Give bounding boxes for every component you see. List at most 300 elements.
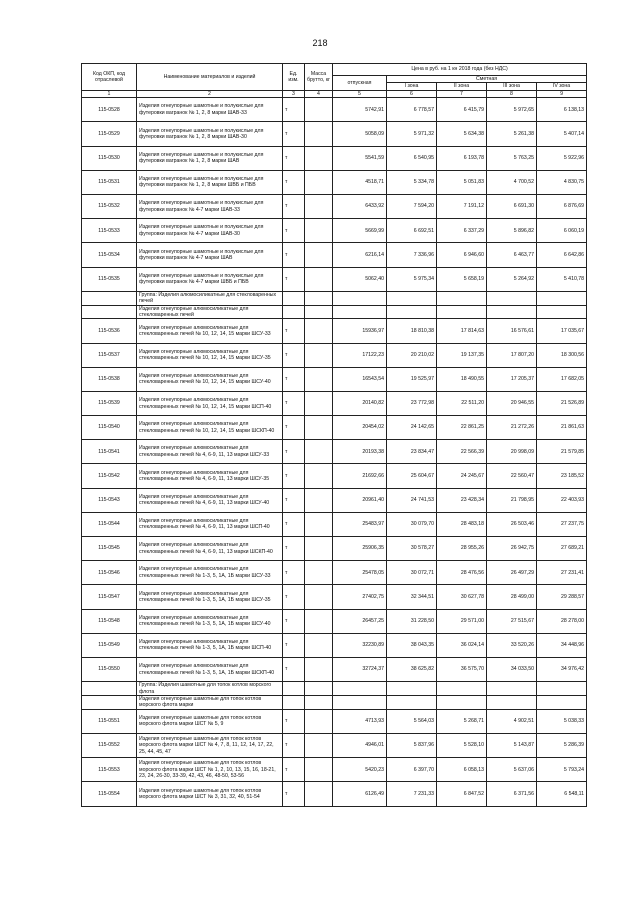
- table-row: [82, 194, 587, 218]
- zone2-price-cell: 6 058,13: [437, 758, 487, 782]
- zone4-price-cell: 5 410,78: [537, 267, 587, 291]
- zone4-price-cell: 34 448,96: [537, 633, 587, 657]
- mass-cell: [305, 219, 333, 243]
- table-row: [82, 122, 587, 146]
- unit-cell: т: [283, 343, 305, 367]
- col-number: 6: [387, 90, 437, 97]
- release-price-cell: 32230,89: [333, 633, 387, 657]
- header-estimate: Сметная: [387, 76, 587, 83]
- zone4-price-cell: 6 138,13: [537, 98, 587, 122]
- table-row: [82, 709, 587, 733]
- zone1-price-cell: 7 231,33: [387, 782, 437, 806]
- col-number: 3: [283, 90, 305, 97]
- zone2-price-cell: 28 955,26: [437, 537, 487, 561]
- zone4-price-cell: 5 286,39: [537, 733, 587, 757]
- material-name-cell: Изделия огнеупорные алюмосиликатные для стекловаренных печей № 4, 6-9, 11, 13 марки ШСУ-40: [137, 488, 283, 512]
- table-row: [82, 537, 587, 561]
- zone1-price-cell: 20 210,02: [387, 343, 437, 367]
- zone1-price-cell: 24 741,53: [387, 488, 437, 512]
- release-price-cell: 27402,75: [333, 585, 387, 609]
- unit-cell: т: [283, 194, 305, 218]
- mass-cell: [305, 758, 333, 782]
- unit-cell: т: [283, 609, 305, 633]
- zone3-price-cell: 16 576,61: [487, 319, 537, 343]
- okp-code-cell: 115-0547: [82, 585, 137, 609]
- zone4-price-cell: 17 035,67: [537, 319, 587, 343]
- material-name-cell: Изделия огнеупорные шамотные и полукислые для футеровки вагранок № 1, 2, 8 марки ШАВ: [137, 146, 283, 170]
- mass-cell: [305, 585, 333, 609]
- mass-cell: [305, 512, 333, 536]
- table-row: [82, 219, 587, 243]
- zone1-price-cell: 19 525,97: [387, 367, 437, 391]
- zone3-price-cell: 4 700,52: [487, 170, 537, 194]
- okp-code-cell: 115-0528: [82, 98, 137, 122]
- group-row: [82, 291, 587, 305]
- zone4-price-cell: 5 038,33: [537, 709, 587, 733]
- empty-cell: [305, 305, 333, 319]
- zone3-price-cell: 21 272,26: [487, 416, 537, 440]
- unit-cell: т: [283, 219, 305, 243]
- zone1-price-cell: 38 625,82: [387, 657, 437, 681]
- zone4-price-cell: 27 689,21: [537, 537, 587, 561]
- okp-code-cell: 115-0545: [82, 537, 137, 561]
- zone4-price-cell: 6 548,11: [537, 782, 587, 806]
- header-unit: Ед. изм.: [283, 64, 305, 91]
- table-row: [82, 758, 587, 782]
- zone2-price-cell: 7 191,12: [437, 194, 487, 218]
- material-name-cell: Изделия огнеупорные алюмосиликатные для стекловаренных печей № 4, 6-9, 11, 13 марки ШСП-40: [137, 512, 283, 536]
- header-release: отпускная: [333, 76, 387, 91]
- mass-cell: [305, 609, 333, 633]
- table-row: [82, 170, 587, 194]
- mass-cell: [305, 657, 333, 681]
- zone3-price-cell: 5 896,82: [487, 219, 537, 243]
- okp-code-cell: 115-0536: [82, 319, 137, 343]
- table-row: [82, 391, 587, 415]
- mass-cell: [305, 194, 333, 218]
- mass-cell: [305, 146, 333, 170]
- unit-cell: т: [283, 537, 305, 561]
- col-number: 2: [137, 90, 283, 97]
- group-title: Группа: Изделия алюмосиликатные для стекловаренных печей: [137, 291, 283, 305]
- zone2-price-cell: 6 193,78: [437, 146, 487, 170]
- unit-cell: т: [283, 512, 305, 536]
- okp-code-cell: 115-0549: [82, 633, 137, 657]
- zone2-price-cell: 19 137,35: [437, 343, 487, 367]
- mass-cell: [305, 367, 333, 391]
- header-name: Наименование материалов и изделий: [137, 64, 283, 91]
- header-zone2: II зона: [437, 83, 487, 90]
- unit-cell: т: [283, 243, 305, 267]
- zone2-price-cell: 29 571,00: [437, 609, 487, 633]
- material-name-cell: Изделия огнеупорные алюмосиликатные для стекловаренных печей № 1-3, 5, 1А, 1Б марки ШСП-40: [137, 633, 283, 657]
- zone4-price-cell: 17 682,05: [537, 367, 587, 391]
- material-name-cell: Изделия огнеупорные алюмосиликатные для стекловаренных печей № 10, 12, 14, 15 марки ШСУ-35: [137, 343, 283, 367]
- zone3-price-cell: 5 637,06: [487, 758, 537, 782]
- zone3-price-cell: 26 942,75: [487, 537, 537, 561]
- release-price-cell: 25483,97: [333, 512, 387, 536]
- zone1-price-cell: 5 837,96: [387, 733, 437, 757]
- okp-code-cell: 115-0531: [82, 170, 137, 194]
- zone1-price-cell: 23 834,47: [387, 440, 437, 464]
- zone2-price-cell: 24 245,67: [437, 464, 487, 488]
- zone4-price-cell: 21 526,89: [537, 391, 587, 415]
- zone2-price-cell: 6 415,79: [437, 98, 487, 122]
- table-row: [82, 633, 587, 657]
- zone3-price-cell: 5 261,38: [487, 122, 537, 146]
- table-row: [82, 319, 587, 343]
- zone1-price-cell: 6 778,57: [387, 98, 437, 122]
- zone1-price-cell: 31 228,50: [387, 609, 437, 633]
- table-row: [82, 416, 587, 440]
- unit-cell: т: [283, 657, 305, 681]
- col-number: 8: [487, 90, 537, 97]
- zone1-price-cell: 30 578,27: [387, 537, 437, 561]
- zone3-price-cell: 4 902,51: [487, 709, 537, 733]
- mass-cell: [305, 782, 333, 806]
- okp-code-cell: 115-0544: [82, 512, 137, 536]
- header-mass: Масса брутто, кг: [305, 64, 333, 91]
- zone3-price-cell: 5 972,65: [487, 98, 537, 122]
- table-row: [82, 440, 587, 464]
- okp-code-cell: 115-0542: [82, 464, 137, 488]
- zone4-price-cell: 23 185,52: [537, 464, 587, 488]
- zone4-price-cell: 34 976,42: [537, 657, 587, 681]
- zone2-price-cell: 28 476,56: [437, 561, 487, 585]
- table-row: [82, 98, 587, 122]
- zone2-price-cell: 6 946,60: [437, 243, 487, 267]
- okp-code-cell: [82, 695, 137, 709]
- unit-cell: т: [283, 758, 305, 782]
- zone2-price-cell: 36 575,70: [437, 657, 487, 681]
- okp-code-cell: 115-0546: [82, 561, 137, 585]
- material-name-cell: Изделия огнеупорные алюмосиликатные для стекловаренных печей № 10, 12, 14, 15 марки ШСКП-40: [137, 416, 283, 440]
- material-name-cell: Изделия огнеупорные шамотные и полукислые для футеровки вагранок № 4-7 марки ШАВ: [137, 243, 283, 267]
- release-price-cell: 26457,25: [333, 609, 387, 633]
- mass-cell: [305, 440, 333, 464]
- zone3-price-cell: 6 463,77: [487, 243, 537, 267]
- unit-cell: т: [283, 488, 305, 512]
- unit-cell: т: [283, 782, 305, 806]
- okp-code-cell: 115-0543: [82, 488, 137, 512]
- okp-code-cell: 115-0535: [82, 267, 137, 291]
- material-name-cell: Изделия огнеупорные шамотные и полукислые для футеровки вагранок № 1, 2, 8 марки ШАВ-33: [137, 98, 283, 122]
- col-number: 7: [437, 90, 487, 97]
- release-price-cell: 20454,02: [333, 416, 387, 440]
- group-title: Группа: Изделия шамотные для топок котлов морского флота: [137, 682, 283, 696]
- table-row: [82, 488, 587, 512]
- table-row: [82, 343, 587, 367]
- material-name-cell: Изделия огнеупорные алюмосиликатные для стекловаренных печей № 1-3, 5, 1А, 1Б марки ШСКП-40: [137, 657, 283, 681]
- empty-cell: [487, 305, 537, 319]
- release-price-cell: 6216,14: [333, 243, 387, 267]
- unit-cell: т: [283, 170, 305, 194]
- release-price-cell: 5541,59: [333, 146, 387, 170]
- unit-cell: т: [283, 391, 305, 415]
- zone3-price-cell: 22 560,47: [487, 464, 537, 488]
- zone2-price-cell: 17 814,63: [437, 319, 487, 343]
- zone4-price-cell: 6 876,69: [537, 194, 587, 218]
- release-price-cell: 16543,54: [333, 367, 387, 391]
- release-price-cell: 5058,09: [333, 122, 387, 146]
- zone3-price-cell: 5 763,25: [487, 146, 537, 170]
- zone4-price-cell: 27 237,75: [537, 512, 587, 536]
- empty-cell: [305, 291, 333, 305]
- material-name-cell: Изделия огнеупорные алюмосиликатные для стекловаренных печей № 1-3, 5, 1А, 1Б марки ШСУ-40: [137, 609, 283, 633]
- zone1-price-cell: 5 334,78: [387, 170, 437, 194]
- zone4-price-cell: 21 861,63: [537, 416, 587, 440]
- okp-code-cell: 115-0538: [82, 367, 137, 391]
- zone4-price-cell: 6 642,86: [537, 243, 587, 267]
- empty-cell: [537, 695, 587, 709]
- zone2-price-cell: 22 861,25: [437, 416, 487, 440]
- zone4-price-cell: 5 407,14: [537, 122, 587, 146]
- zone1-price-cell: 6 692,51: [387, 219, 437, 243]
- zone4-price-cell: 4 830,75: [537, 170, 587, 194]
- price-table-body: [82, 98, 587, 806]
- empty-cell: [437, 291, 487, 305]
- zone3-price-cell: 6 691,30: [487, 194, 537, 218]
- table-row: [82, 512, 587, 536]
- material-name-cell: Изделия огнеупорные алюмосиликатные для стекловаренных печей № 4, 6-9, 11, 13 марки ШСУ-35: [137, 464, 283, 488]
- table-row: [82, 657, 587, 681]
- header-price: Цена в руб. на 1 кн 2018 года (без НДС): [333, 64, 587, 76]
- zone2-price-cell: 5 268,71: [437, 709, 487, 733]
- zone4-price-cell: 28 278,00: [537, 609, 587, 633]
- mass-cell: [305, 733, 333, 757]
- release-price-cell: 5420,23: [333, 758, 387, 782]
- zone3-price-cell: 17 807,20: [487, 343, 537, 367]
- okp-code-cell: 115-0553: [82, 758, 137, 782]
- okp-code-cell: 115-0532: [82, 194, 137, 218]
- zone3-price-cell: 17 205,37: [487, 367, 537, 391]
- release-price-cell: 20961,40: [333, 488, 387, 512]
- okp-code-cell: 115-0550: [82, 657, 137, 681]
- empty-cell: [333, 682, 387, 696]
- okp-code-cell: 115-0552: [82, 733, 137, 757]
- empty-cell: [387, 305, 437, 319]
- unit-cell: т: [283, 122, 305, 146]
- release-price-cell: 5742,91: [333, 98, 387, 122]
- subgroup-row: [82, 305, 587, 319]
- release-price-cell: 25478,05: [333, 561, 387, 585]
- material-name-cell: Изделия огнеупорные алюмосиликатные для стекловаренных печей № 10, 12, 14, 15 марки ШСП-40: [137, 391, 283, 415]
- mass-cell: [305, 243, 333, 267]
- mass-cell: [305, 98, 333, 122]
- table-row: [82, 609, 587, 633]
- release-price-cell: 32724,37: [333, 657, 387, 681]
- release-price-cell: 17122,23: [333, 343, 387, 367]
- unit-cell: т: [283, 146, 305, 170]
- zone3-price-cell: 6 371,56: [487, 782, 537, 806]
- okp-code-cell: 115-0548: [82, 609, 137, 633]
- zone3-price-cell: 28 499,00: [487, 585, 537, 609]
- release-price-cell: 5062,40: [333, 267, 387, 291]
- unit-cell: т: [283, 367, 305, 391]
- empty-cell: [387, 291, 437, 305]
- zone3-price-cell: 5 143,87: [487, 733, 537, 757]
- header-zone4: IV зона: [537, 83, 587, 90]
- unit-cell: т: [283, 633, 305, 657]
- release-price-cell: 20193,38: [333, 440, 387, 464]
- zone1-price-cell: 24 142,65: [387, 416, 437, 440]
- okp-code-cell: 115-0540: [82, 416, 137, 440]
- unit-cell: т: [283, 464, 305, 488]
- okp-code-cell: 115-0533: [82, 219, 137, 243]
- empty-cell: [437, 682, 487, 696]
- empty-cell: [537, 305, 587, 319]
- unit-cell: т: [283, 98, 305, 122]
- material-name-cell: Изделия огнеупорные шамотные для топок котлов морского флота марки ШСТ № 4, 7, 8, 11, 12, 14, 17, 22, 25, 44, 45, 47: [137, 733, 283, 757]
- zone1-price-cell: 5 564,03: [387, 709, 437, 733]
- zone3-price-cell: 27 515,67: [487, 609, 537, 633]
- empty-cell: [305, 682, 333, 696]
- zone3-price-cell: 21 798,95: [487, 488, 537, 512]
- release-price-cell: 4946,01: [333, 733, 387, 757]
- okp-code-cell: 115-0530: [82, 146, 137, 170]
- header-zone1: I зона: [387, 83, 437, 90]
- table-row: [82, 146, 587, 170]
- release-price-cell: 6433,92: [333, 194, 387, 218]
- material-name-cell: Изделия огнеупорные алюмосиликатные для стекловаренных печей № 1-3, 5, 1А, 1Б марки ШСУ-33: [137, 561, 283, 585]
- zone2-price-cell: 22 511,20: [437, 391, 487, 415]
- column-number-row: [82, 90, 587, 97]
- mass-cell: [305, 170, 333, 194]
- zone2-price-cell: 18 490,55: [437, 367, 487, 391]
- zone1-price-cell: 5 975,34: [387, 267, 437, 291]
- group-row: [82, 682, 587, 696]
- zone2-price-cell: 5 634,38: [437, 122, 487, 146]
- zone1-price-cell: 30 079,70: [387, 512, 437, 536]
- empty-cell: [283, 291, 305, 305]
- price-table: [81, 63, 587, 807]
- empty-cell: [537, 682, 587, 696]
- material-name-cell: Изделия огнеупорные шамотные и полукислые для футеровки вагранок № 1, 2, 8 марки ШАВ-30: [137, 122, 283, 146]
- release-price-cell: 21692,66: [333, 464, 387, 488]
- material-name-cell: Изделия огнеупорные шамотные для топок котлов морского флота марки ШСТ № 5, 9: [137, 709, 283, 733]
- table-row: [82, 585, 587, 609]
- material-name-cell: Изделия огнеупорные алюмосиликатные для стекловаренных печей № 4, 6-9, 11, 13 марки ШСУ-33: [137, 440, 283, 464]
- empty-cell: [437, 695, 487, 709]
- zone1-price-cell: 6 397,70: [387, 758, 437, 782]
- release-price-cell: 6126,49: [333, 782, 387, 806]
- unit-cell: т: [283, 733, 305, 757]
- material-name-cell: Изделия огнеупорные шамотные для топок котлов морского флота марки ШСТ № 1, 2, 10, 13, 15, 16, 18-21, 23, 24, 26-30, 33-39, 42, 43, 46, 48-50, 53-56: [137, 758, 283, 782]
- empty-cell: [305, 695, 333, 709]
- zone4-price-cell: 27 231,41: [537, 561, 587, 585]
- zone4-price-cell: 6 060,19: [537, 219, 587, 243]
- material-name-cell: Изделия огнеупорные алюмосиликатные для стекловаренных печей № 10, 12, 14, 15 марки ШСУ-40: [137, 367, 283, 391]
- table-row: [82, 267, 587, 291]
- zone1-price-cell: 18 810,38: [387, 319, 437, 343]
- mass-cell: [305, 391, 333, 415]
- okp-code-cell: [82, 305, 137, 319]
- zone2-price-cell: 5 528,10: [437, 733, 487, 757]
- mass-cell: [305, 267, 333, 291]
- mass-cell: [305, 343, 333, 367]
- zone2-price-cell: 30 627,78: [437, 585, 487, 609]
- zone1-price-cell: 23 772,98: [387, 391, 437, 415]
- table-row: [82, 464, 587, 488]
- zone2-price-cell: 6 337,29: [437, 219, 487, 243]
- okp-code-cell: 115-0539: [82, 391, 137, 415]
- empty-cell: [487, 291, 537, 305]
- material-name-cell: Изделия огнеупорные алюмосиликатные для стекловаренных печей № 1-3, 5, 1А, 1Б марки ШСУ-35: [137, 585, 283, 609]
- table-row: [82, 243, 587, 267]
- col-number: 5: [333, 90, 387, 97]
- zone4-price-cell: 21 579,85: [537, 440, 587, 464]
- zone4-price-cell: 5 793,24: [537, 758, 587, 782]
- zone1-price-cell: 30 072,71: [387, 561, 437, 585]
- empty-cell: [283, 695, 305, 709]
- zone4-price-cell: 5 922,96: [537, 146, 587, 170]
- subgroup-title: Изделия огнеупорные алюмосиликатные для стекловаренных печей: [137, 305, 283, 319]
- zone1-price-cell: 38 043,35: [387, 633, 437, 657]
- release-price-cell: 20140,82: [333, 391, 387, 415]
- zone3-price-cell: 26 503,46: [487, 512, 537, 536]
- header-okp: Код ОКП, код отраслевой: [82, 64, 137, 91]
- zone2-price-cell: 22 566,39: [437, 440, 487, 464]
- mass-cell: [305, 709, 333, 733]
- material-name-cell: Изделия огнеупорные шамотные и полукислые для футеровки вагранок № 1, 2, 8 марки ШВБ и ПБВ: [137, 170, 283, 194]
- okp-code-cell: 115-0554: [82, 782, 137, 806]
- material-name-cell: Изделия огнеупорные шамотные и полукислые для футеровки вагранок № 4-7 марки ШВБ и ПБВ: [137, 267, 283, 291]
- mass-cell: [305, 537, 333, 561]
- unit-cell: т: [283, 267, 305, 291]
- release-price-cell: 4713,93: [333, 709, 387, 733]
- subgroup-row: [82, 695, 587, 709]
- zone3-price-cell: 26 497,29: [487, 561, 537, 585]
- okp-code-cell: 115-0534: [82, 243, 137, 267]
- mass-cell: [305, 319, 333, 343]
- col-number: 4: [305, 90, 333, 97]
- release-price-cell: 5669,99: [333, 219, 387, 243]
- release-price-cell: 25906,35: [333, 537, 387, 561]
- col-number: 9: [537, 90, 587, 97]
- empty-cell: [333, 305, 387, 319]
- mass-cell: [305, 416, 333, 440]
- empty-cell: [537, 291, 587, 305]
- empty-cell: [387, 682, 437, 696]
- mass-cell: [305, 561, 333, 585]
- zone1-price-cell: 7 594,20: [387, 194, 437, 218]
- okp-code-cell: 115-0537: [82, 343, 137, 367]
- empty-cell: [487, 682, 537, 696]
- zone1-price-cell: 7 336,96: [387, 243, 437, 267]
- zone3-price-cell: 34 033,50: [487, 657, 537, 681]
- okp-code-cell: [82, 291, 137, 305]
- zone4-price-cell: 29 288,57: [537, 585, 587, 609]
- page-number: 218: [312, 38, 328, 48]
- empty-cell: [283, 305, 305, 319]
- zone2-price-cell: 36 024,14: [437, 633, 487, 657]
- okp-code-cell: 115-0551: [82, 709, 137, 733]
- zone1-price-cell: 25 604,67: [387, 464, 437, 488]
- zone2-price-cell: 23 428,34: [437, 488, 487, 512]
- zone1-price-cell: 32 344,51: [387, 585, 437, 609]
- material-name-cell: Изделия огнеупорные алюмосиликатные для стекловаренных печей № 4, 6-9, 11, 13 марки ШСКП-40: [137, 537, 283, 561]
- empty-cell: [437, 305, 487, 319]
- okp-code-cell: 115-0529: [82, 122, 137, 146]
- col-number: 1: [82, 90, 137, 97]
- unit-cell: т: [283, 709, 305, 733]
- zone1-price-cell: 5 971,32: [387, 122, 437, 146]
- zone4-price-cell: 18 300,56: [537, 343, 587, 367]
- empty-cell: [387, 695, 437, 709]
- okp-code-cell: [82, 682, 137, 696]
- mass-cell: [305, 633, 333, 657]
- zone3-price-cell: 5 264,92: [487, 267, 537, 291]
